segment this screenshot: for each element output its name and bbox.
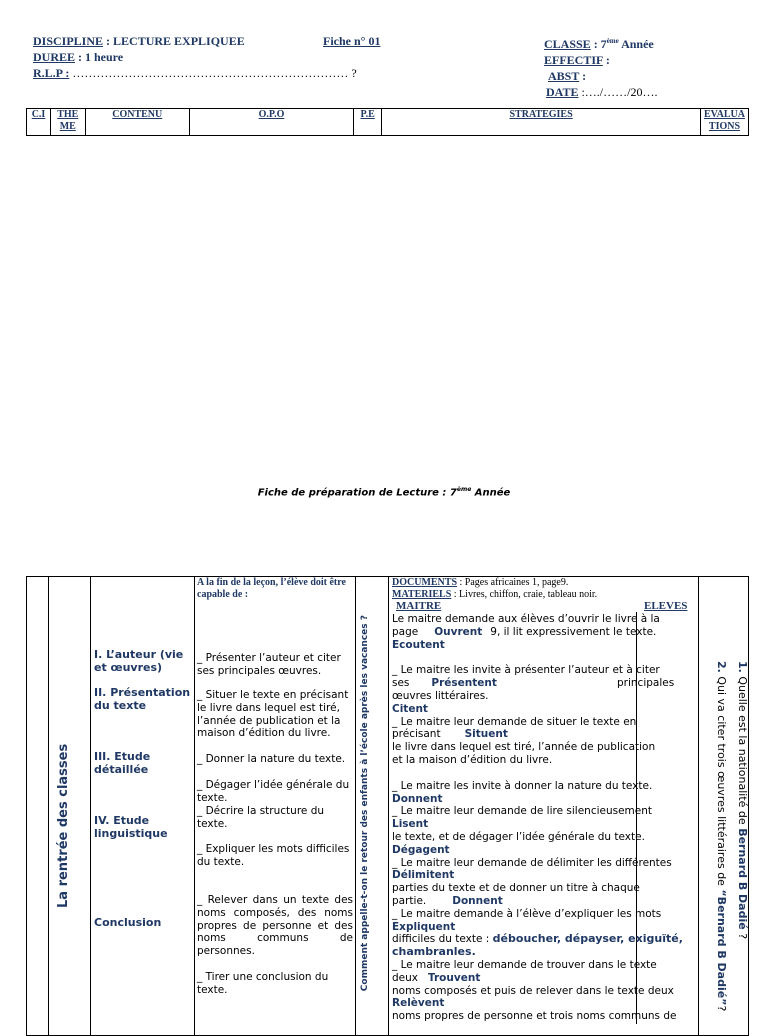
q1-number: 1. xyxy=(736,661,749,673)
effectif-line xyxy=(544,52,657,68)
strategy-line xyxy=(392,677,697,690)
page-title-sup: ème xyxy=(456,486,472,493)
eleve-action: Donnent xyxy=(392,792,443,805)
date-line xyxy=(544,84,657,100)
strategy-text: principales xyxy=(617,677,675,690)
evaluation-q2 xyxy=(714,661,728,1021)
strategy-line: _ Le maitre leur demande de délimiter les différentes xyxy=(392,856,672,869)
column-header-table xyxy=(26,108,749,136)
divider xyxy=(48,576,49,1036)
divider xyxy=(388,576,389,1036)
strategies-body xyxy=(392,613,697,1023)
eleve-action: Citent xyxy=(392,702,428,715)
eleve-action: Relèvent xyxy=(392,997,445,1010)
strategy-text: précisant xyxy=(392,728,441,741)
strategy-line: _ Le maitre leur demande de trouver dans le texte xyxy=(392,958,657,971)
page-title-suffix: Année xyxy=(471,487,511,499)
strategy-text: partie. xyxy=(392,894,427,907)
eleve-action: Délimitent xyxy=(392,869,455,882)
divider xyxy=(355,576,356,1036)
eleve-action: Situent xyxy=(464,728,508,741)
divider xyxy=(90,576,91,1036)
page-title-prefix: Fiche de préparation de Lecture : 7 xyxy=(257,487,457,499)
q1-end: ? xyxy=(736,929,749,940)
strategy-line: _ Le maitre leur demande de situer le texte en xyxy=(392,715,637,728)
strategy-line: Le maitre demande aux élèves d’ouvrir le livre à la xyxy=(392,613,660,625)
maitre-label: MAITRE xyxy=(396,600,442,612)
opo-item: _ Présenter l’auteur et citer ses principales œuvres. xyxy=(197,652,341,677)
abst-value: : xyxy=(579,69,587,83)
strategy-line xyxy=(392,895,697,908)
q2-end: ? xyxy=(715,1005,728,1012)
q2-name: “Bernard B Dadié” xyxy=(715,889,728,1006)
col-theme: THE ME xyxy=(51,109,85,136)
rlp-line xyxy=(33,65,357,81)
strategy-line xyxy=(392,626,697,639)
col-ci: C.I xyxy=(27,109,51,136)
strategy-line: _ Le maitre les invite à présenter l’auteur et à citer xyxy=(392,664,660,677)
contenu-item-etude-linguistique: IV. Etude linguistique xyxy=(94,814,168,840)
opo-intro: A la fin de la leçon, l’élève doit être capable de : xyxy=(197,577,346,600)
opo-item: _ Décrire la structure du texte. xyxy=(197,805,325,830)
rlp-value: …………………………………………………………… ? xyxy=(69,66,357,80)
eleve-action: Ecoutent xyxy=(392,638,445,651)
eleve-action: Trouvent xyxy=(428,971,481,984)
eleve-action: Donnent xyxy=(452,894,503,907)
page-title xyxy=(0,486,768,498)
q1-text: Quelle est la nationalité de xyxy=(736,672,749,829)
opo-item: _ Expliquer les mots difficiles du texte. xyxy=(197,843,350,868)
classe-line xyxy=(544,33,657,52)
abst-line xyxy=(544,68,657,84)
discipline-label: DISCIPLINE xyxy=(33,34,104,48)
contenu-item-auteur: I. L’auteur (vie et œuvres) xyxy=(94,648,184,674)
vocab-words: chambranles. xyxy=(392,945,476,959)
col-opo: O.P.O xyxy=(189,109,353,136)
opo-item: _ Situer le texte en précisant le livre dans lequel est tiré, l’année de publication et la maison d’édition du livre. xyxy=(197,689,349,740)
vocab-words: déboucher, dépayser, exiguïté, xyxy=(492,932,683,946)
strategy-line: le texte, et de dégager l’idée générale du texte. xyxy=(392,830,645,843)
q2-number: 2. xyxy=(715,661,728,673)
abst-label: ABST xyxy=(548,69,580,83)
header-left xyxy=(33,33,357,81)
eleve-action: Lisent xyxy=(392,818,429,831)
strategy-line xyxy=(392,728,697,741)
strategy-line: et la maison d’édition du livre. xyxy=(392,753,553,766)
q2-text: Qui va citer trois œuvres littéraires de xyxy=(715,672,728,890)
eleve-action: Ouvrent xyxy=(434,625,483,638)
classe-sup: ème xyxy=(606,37,619,45)
discipline-value: : LECTURE EXPLIQUEE xyxy=(103,34,245,48)
opo-item: _ Relever dans un texte des noms composés, des noms propres de personne et des noms communs de personnes. xyxy=(197,894,353,958)
q1-name: Bernard B Dadié xyxy=(736,828,749,930)
theme-text: La rentrée des classes xyxy=(56,743,71,908)
contenu-item-presentation: II. Présentation du texte xyxy=(94,686,191,712)
divider xyxy=(698,576,699,1036)
duree-line xyxy=(33,49,357,65)
strategy-text: 9, il lit expressivement le texte. xyxy=(490,625,657,638)
duree-label: DUREE xyxy=(33,50,76,64)
effectif-value: : xyxy=(602,53,610,67)
strategy-line: _ Le maitre leur demande de lire silencieusement xyxy=(392,805,653,818)
col-strategies: STRATEGIES xyxy=(382,109,701,136)
pe-question: Comment appelle-t-on le retour des enfants à l’école après les vacances ? xyxy=(360,615,370,992)
effectif-label: EFFECTIF xyxy=(544,53,603,67)
eleve-action: Présentent xyxy=(431,677,497,690)
strategy-text: page xyxy=(392,625,419,638)
strategy-line: noms propres de personne et trois noms communs de xyxy=(392,1010,677,1023)
strategy-line: œuvres littéraires. xyxy=(392,689,489,702)
strategy-line: parties du texte et de donner un titre à chaque xyxy=(392,882,640,895)
strategy-line: _ Le maitre les invite à donner la nature du texte. xyxy=(392,779,653,792)
discipline-line xyxy=(33,33,357,49)
contenu-item-conclusion: Conclusion xyxy=(94,916,162,929)
strategy-line: le livre dans lequel est tiré, l’année de publication xyxy=(392,741,656,754)
header-right xyxy=(544,33,657,100)
documents-label: DOCUMENTS xyxy=(392,577,458,588)
opo-item: _ Tirer une conclusion du texte. xyxy=(197,971,329,996)
strategy-text: deux xyxy=(392,971,418,984)
divider xyxy=(194,576,195,1036)
classe-label: CLASSE xyxy=(544,37,591,51)
rlp-label: R.L.P : xyxy=(33,66,70,80)
contenu-item-etude-detaillee: III. Etude détaillée xyxy=(94,750,151,776)
strategy-line xyxy=(392,972,697,985)
fiche-number: Fiche n° 01 xyxy=(323,34,381,48)
opo-item: _ Dégager l’idée générale du texte. xyxy=(197,779,350,804)
documents-value: : Pages africaines 1, page9. xyxy=(457,577,569,588)
eleve-action: Dégagent xyxy=(392,843,450,856)
duree-value: : 1 heure xyxy=(75,50,124,64)
classe-value2: Année xyxy=(618,37,654,51)
materiels-label: MATERIELS xyxy=(392,589,452,600)
eleve-action: Expliquent xyxy=(392,920,456,933)
documents-line xyxy=(392,577,697,589)
materiels-value: : Livres, chiffon, craie, tableau noir. xyxy=(451,589,598,600)
classe-value: : 7 xyxy=(590,37,607,51)
col-evaluations: EVALUA TIONS xyxy=(700,109,748,136)
strategy-text: difficiles du texte : xyxy=(392,933,493,946)
eleves-label: ELEVES xyxy=(644,600,688,612)
col-pe: P.E xyxy=(354,109,382,136)
date-value: :…./……/20…. xyxy=(578,85,658,99)
strategy-line: noms composés et puis de relever dans le texte deux xyxy=(392,984,674,997)
col-contenu: CONTENU xyxy=(85,109,189,136)
date-label: DATE xyxy=(546,85,579,99)
strategy-line: _ Le maitre demande à l’élève d’expliquer les mots xyxy=(392,907,662,920)
strategy-text: ses xyxy=(392,677,410,690)
opo-item: _ Donner la nature du texte. xyxy=(197,753,346,765)
evaluation-q1 xyxy=(735,661,749,1021)
